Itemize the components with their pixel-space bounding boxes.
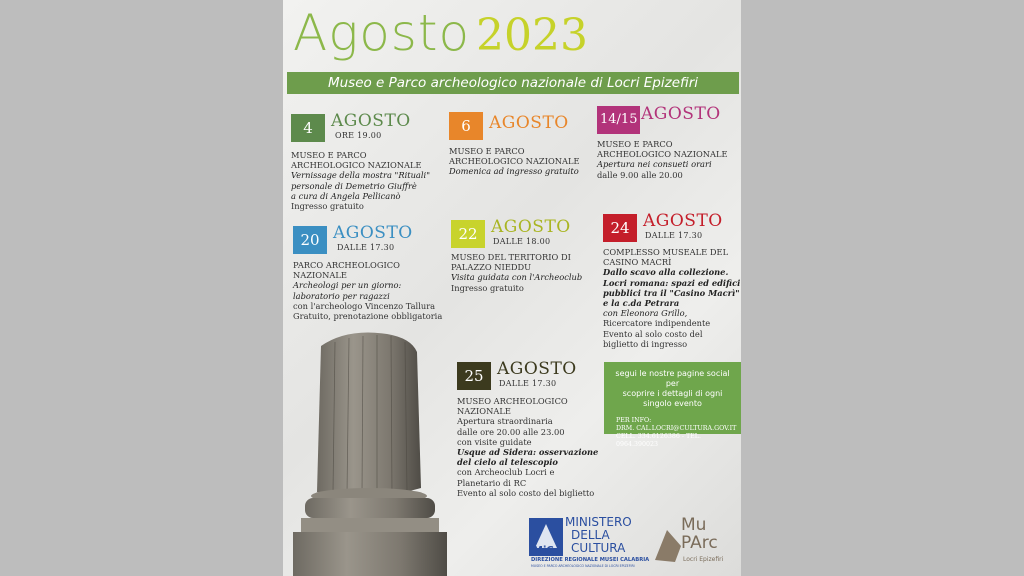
event-6-agosto: [449, 112, 599, 177]
social-text: segui le nostre pagine social per scoprire i dettagli di ogni singolo evento: [615, 369, 730, 408]
event-day-badge: 22: [451, 220, 485, 248]
event-time: DALLE 17.30: [337, 243, 395, 252]
event-month: AGOSTO: [331, 111, 411, 131]
event-day-badge: 24: [603, 214, 637, 242]
muparc-emblem-icon: [653, 526, 683, 564]
event-venue: PARCO ARCHEOLOGICO NAZIONALE: [293, 260, 400, 281]
muparc-name: Mu PArc: [681, 515, 718, 553]
event-description: Apertura nei consueti orari: [597, 159, 712, 170]
museum-banner: Museo e Parco archeologico nazionale di Locri Epizefiri: [287, 72, 739, 94]
muparc-sub: Locri Epizefiri: [683, 556, 724, 563]
event-month: AGOSTO: [489, 113, 569, 133]
event-venue: COMPLESSO MUSEALE DEL CASINO MACRÌ: [603, 247, 729, 268]
event-day-badge: 20: [293, 226, 327, 254]
event-time: DALLE 18.00: [493, 237, 551, 246]
event-description: Archeologi per un giorno: laboratorio per ragazzi: [293, 280, 402, 301]
contact-info: PER INFO: DRM. CAL.LOCRI@CULTURA.GOV.IT CELL. 334.6126386 - TEL. 0964.390023: [616, 417, 737, 448]
poster-title: [293, 4, 733, 66]
event-note: con Archeoclub Locri e Planetario di RC Evento al solo costo del biglietto: [457, 467, 595, 498]
event-description: Apertura straordinaria dalle ore 20.00 alle 23.00 con visite guidate: [457, 416, 565, 447]
event-month: AGOSTO: [497, 359, 577, 379]
event-24-agosto: [603, 211, 741, 349]
event-4-agosto: [291, 111, 441, 212]
title-year: 2023: [476, 10, 589, 61]
event-description: Locri romana: spazi ed edifici pubblici tra il "Casino Macrì" e la c.da Petrara con Eleonora Grillo,: [603, 277, 741, 319]
event-month: AGOSTO: [643, 211, 723, 231]
event-note: Ingresso gratuito: [291, 201, 364, 212]
event-time: DALLE 17.30: [499, 379, 557, 388]
event-22-agosto: [451, 217, 601, 293]
event-time: DALLE 17.30: [645, 231, 703, 240]
direzione-sub: MUSEO E PARCO ARCHEOLOGICO NAZIONALE DI LOCRI EPIZEFIRI: [531, 564, 635, 568]
event-20-agosto: [293, 223, 443, 322]
event-note: dalle 9.00 alle 20.00: [597, 169, 683, 180]
event-day-badge: 25: [457, 362, 491, 390]
social-info-box: [604, 362, 741, 448]
event-25-agosto: [457, 359, 607, 498]
event-time: ORE 19.00: [335, 131, 382, 140]
mic-label: MiC: [533, 545, 554, 556]
event-day-badge: 14/15: [597, 106, 640, 134]
event-note: con l'archeologo Vincenzo Tallura Gratuito, prenotazione obbligatoria: [293, 300, 443, 322]
event-venue: MUSEO ARCHEOLOGICO NAZIONALE: [457, 396, 568, 417]
event-highlight: Dallo scavo alla collezione.: [603, 267, 729, 278]
event-description: Visita guidata con l'Archeoclub: [451, 272, 583, 283]
event-month: AGOSTO: [491, 217, 571, 237]
event-14-15-agosto: [597, 106, 741, 180]
ministero-name: MINISTERO DELLA CULTURA: [565, 515, 632, 555]
muparc-logo: [653, 516, 733, 574]
event-venue: MUSEO DEL TERITORIO DI PALAZZO NIEDDU: [451, 252, 571, 273]
event-month: AGOSTO: [641, 104, 721, 124]
event-note: Ricercatore indipendente Evento al solo costo del biglietto di ingresso: [603, 318, 711, 349]
ministero-cultura-logo: [529, 515, 650, 574]
event-day-badge: 4: [291, 114, 325, 142]
event-note: Ingresso gratuito: [451, 282, 524, 293]
event-description: Vernissage della mostra "Rituali" personale di Demetrio Giuffrè a cura di Angela Pellicanò: [291, 170, 431, 201]
event-venue: MUSEO E PARCO ARCHEOLOGICO NAZIONALE: [291, 150, 422, 171]
event-poster: [283, 0, 741, 576]
event-venue: MUSEO E PARCO ARCHEOLOGICO NAZIONALE: [597, 139, 728, 160]
ancient-column-image: [287, 328, 447, 576]
event-highlight: Usque ad Sidera: osservazione del cielo al telescopio: [457, 447, 599, 468]
event-month: AGOSTO: [333, 223, 413, 243]
event-venue: MUSEO E PARCO ARCHEOLOGICO NAZIONALE: [449, 146, 580, 167]
direzione-label: DIREZIONE REGIONALE MUSEI CALABRIA: [531, 557, 650, 563]
event-day-badge: 6: [449, 112, 483, 140]
title-month: Agosto: [293, 4, 471, 62]
event-description: Domenica ad ingresso gratuito: [449, 166, 579, 177]
